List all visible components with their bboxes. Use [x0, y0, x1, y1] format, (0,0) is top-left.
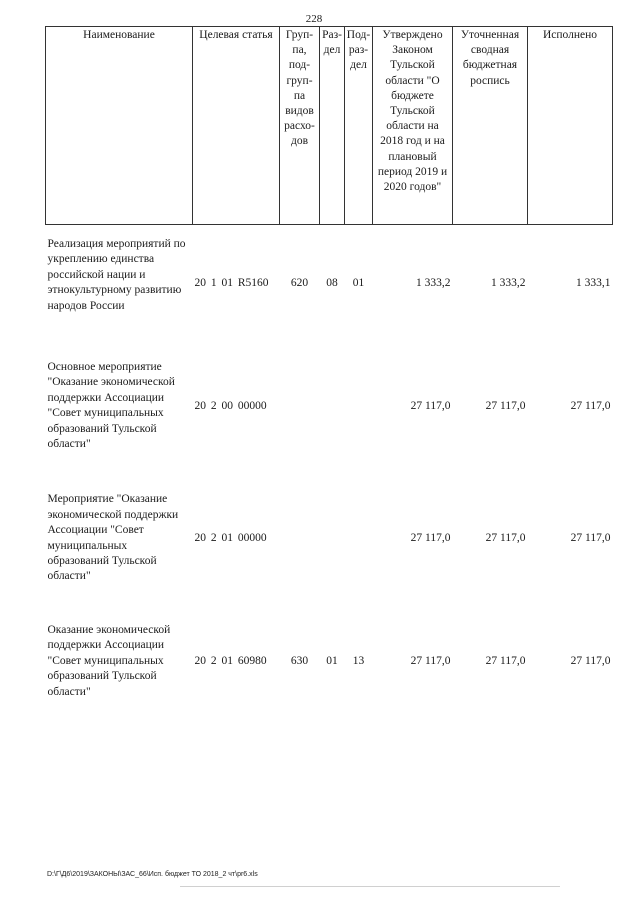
file-path-footer: D:\Г\Д6\2019\ЗАКОНЫ\ЗАС_66\Исп. бюджет ТО 2018_2 чт\pr6.xls [47, 871, 258, 878]
row-subsection [345, 360, 373, 452]
row-subsection: 13 [352, 654, 365, 667]
row-section: 08 [326, 276, 338, 289]
header-group: Груп-па, под-груп-па видов расхо-дов [280, 27, 320, 225]
row-name: Оказание экономической поддержки Ассоциации "Совет муниципальных образований Тульской области" [47, 623, 171, 698]
row-subsection [345, 492, 373, 584]
row-approved: 27 117,0 [410, 654, 451, 667]
table-row [46, 623, 613, 700]
row-approved: 1 333,2 [416, 276, 451, 289]
budget-table [45, 26, 613, 700]
table-header-row [46, 27, 613, 225]
row-code: 20 2 00 00000 [194, 399, 267, 412]
header-name: Наименование [46, 27, 193, 225]
row-name: Мероприятие "Оказание экономической поддержки Ассоциации "Совет муниципальных образований Тульской области" [47, 493, 179, 583]
row-section: 01 [326, 654, 338, 667]
row-approved: 27 117,0 [410, 399, 451, 412]
row-name: Реализация мероприятий по укреплению единства российской нации и этнокультурному развитию народов России [47, 238, 186, 312]
row-name: Основное мероприятие "Оказание экономической поддержки Ассоциации "Совет муниципальных образований Тульской области" [47, 361, 175, 451]
header-target: Целевая статья [193, 27, 280, 225]
row-group: 620 [290, 276, 309, 289]
row-approved: 27 117,0 [410, 531, 451, 544]
header-refined: Уточненная сводная бюджетная роспись [453, 27, 528, 225]
row-code: 20 1 01 R5160 [194, 276, 269, 289]
row-section [320, 492, 345, 584]
row-group [280, 360, 320, 452]
row-group [280, 492, 320, 584]
row-refined: 1 333,2 [491, 276, 526, 289]
row-code: 20 2 01 60980 [194, 654, 267, 667]
footer-divider [180, 886, 560, 887]
row-executed: 27 117,0 [570, 399, 611, 412]
page-number: 228 [305, 13, 323, 25]
table-row [46, 225, 613, 331]
header-approved: Утверждено Законом Тульской области "О бюджете Тульской области на 2018 год и на плановый период 2019 и 2020 годов" [373, 27, 453, 225]
row-code: 20 2 01 00000 [194, 531, 267, 544]
row-refined: 27 117,0 [485, 399, 526, 412]
row-refined: 27 117,0 [485, 654, 526, 667]
row-executed: 27 117,0 [570, 654, 611, 667]
row-section [320, 360, 345, 452]
row-refined: 27 117,0 [485, 531, 526, 544]
header-executed: Исполнено [528, 27, 613, 225]
header-section: Раз-дел [320, 27, 345, 225]
header-subsection: Под-раз-дел [345, 27, 373, 225]
table-row [46, 492, 613, 584]
row-executed: 1 333,1 [576, 276, 611, 289]
table-row [46, 360, 613, 452]
row-group: 630 [290, 654, 309, 667]
row-subsection: 01 [352, 276, 365, 289]
row-executed: 27 117,0 [570, 531, 611, 544]
